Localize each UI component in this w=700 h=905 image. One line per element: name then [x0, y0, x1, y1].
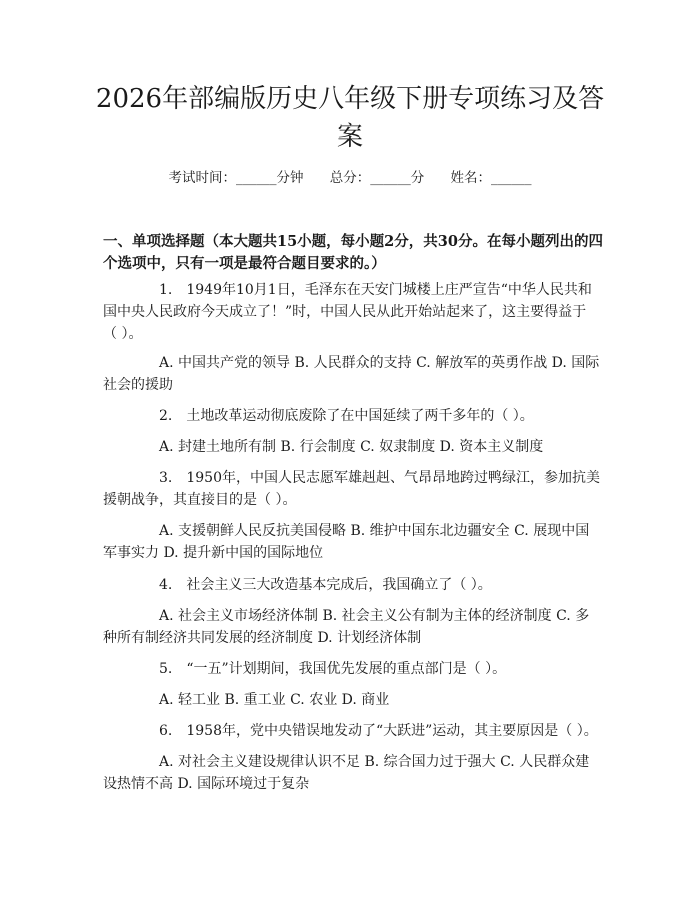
student-name-label: 姓名： — [450, 170, 492, 186]
exam-time-unit: 分钟 — [276, 170, 304, 186]
question-number: 6. — [159, 723, 173, 739]
total-score-label: 总分： — [329, 170, 371, 186]
question-4-options: A. 社会主义市场经济体制 B. 社会主义公有制为主体的经济制度 C. 多种所有制经济共同发展的经济制度 D. 计划经济体制 — [103, 608, 590, 646]
question-stem: 1949年10月1日，毛泽东在天安门城楼上庄严宣告“中华人民共和国中央人民政府今天成立了！”时，中国人民从此开始站起来了，这主要得益于（ ）。 — [103, 282, 592, 342]
question-number: 5. — [159, 661, 173, 677]
question-6 — [103, 720, 600, 742]
question-number: 2. — [159, 408, 173, 424]
exam-info-line — [0, 169, 700, 187]
question-6-options: A. 对社会主义建设规律认识不足 B. 综合国力过于强大 C. 人民群众建设热情不高 D. 国际环境过于复杂 — [103, 754, 590, 792]
question-number: 3. — [159, 470, 173, 486]
question-3-options: A. 支援朝鲜人民反抗美国侵略 B. 维护中国东北边疆安全 C. 展现中国军事实力 D. 提升新中国的国际地位 — [103, 523, 590, 561]
question-2-options: A. 封建土地所有制 B. 行会制度 C. 奴隶制度 D. 资本主义制度 — [159, 439, 544, 455]
question-stem: 社会主义三大改造基本完成后，我国确立了（ ）。 — [186, 577, 492, 593]
total-score-unit: 分 — [410, 170, 425, 186]
question-5 — [103, 658, 600, 680]
exam-time-field — [168, 169, 303, 187]
student-name-blank: ______ — [491, 170, 532, 186]
question-4 — [103, 574, 600, 596]
question-stem: “一五”计划期间，我国优先发展的重点部门是（ ）。 — [186, 661, 507, 677]
question-1-options: A. 中国共产党的领导 B. 人民群众的支持 C. 解放军的英勇作战 D. 国际社会的援助 — [103, 355, 600, 393]
question-stem: 土地改革运动彻底废除了在中国延续了两千多年的（ ）。 — [186, 408, 534, 424]
question-stem: 1958年，党中央错误地发动了“大跃进”运动，其主要原因是（ ）。 — [186, 723, 598, 739]
question-5-options: A. 轻工业 B. 重工业 C. 农业 D. 商业 — [159, 692, 390, 708]
question-stem: 1950年，中国人民志愿军雄赳赳、气昂昂地跨过鸭绿江，参加抗美援朝战争，其直接目的是（ ）。 — [103, 470, 600, 508]
question-3 — [103, 467, 600, 511]
total-score-field — [330, 169, 425, 187]
question-1 — [103, 279, 600, 345]
total-score-blank: ______ — [370, 170, 411, 186]
question-2 — [103, 405, 600, 427]
question-number: 4. — [159, 577, 173, 593]
student-name-field — [451, 169, 532, 187]
section-heading: 一、单项选择题（本大题共15小题，每小题2分，共30分。在每小题列出的四个选项中，只有一项是最符合题目要求的。） — [103, 233, 603, 272]
question-number: 1. — [159, 282, 173, 298]
exam-time-label: 考试时间： — [168, 170, 236, 186]
exam-time-blank: ______ — [235, 170, 277, 186]
document-title: 2026年部编版历史八年级下册专项练习及答案 — [95, 84, 605, 152]
